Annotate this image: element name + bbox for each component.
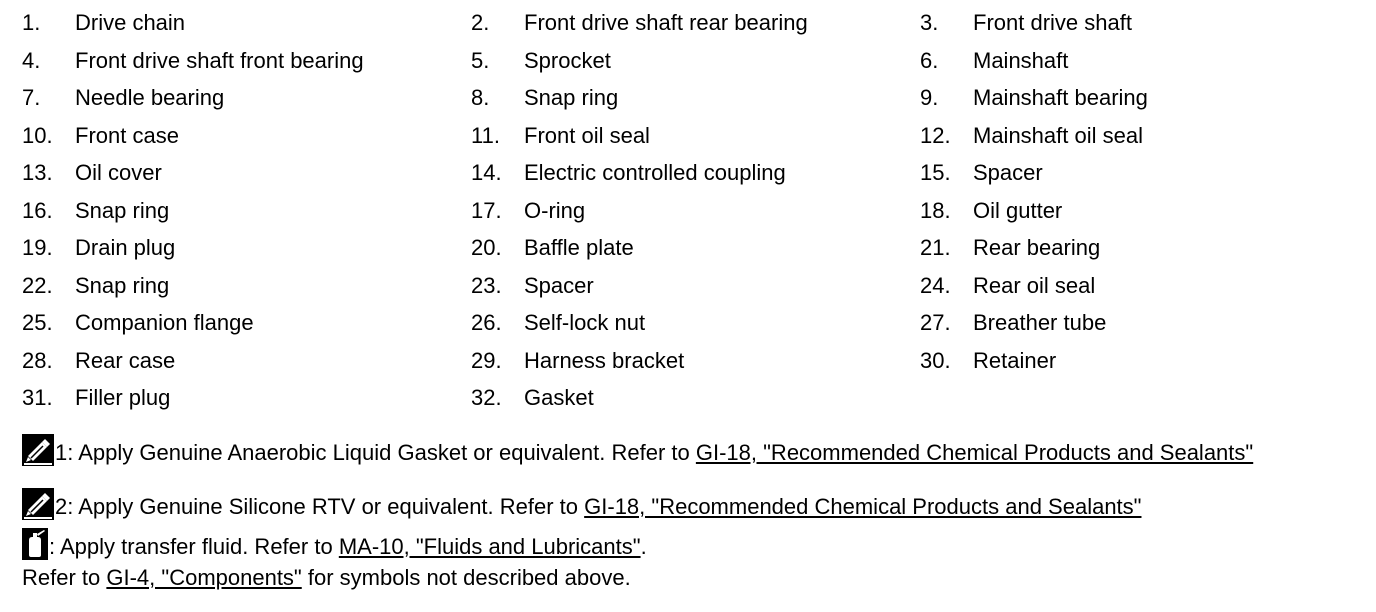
parts-list	[22, 4, 1372, 417]
part-number: 7.	[22, 85, 41, 110]
note-symbols-reference	[22, 560, 1372, 596]
part-number: 6.	[920, 47, 939, 73]
note-silicone-rtv	[22, 478, 1372, 520]
link-ma-10-fluids[interactable]: MA-10, "Fluids and Lubricants"	[338, 534, 641, 559]
note-silicone-rtv-text: : Apply Genuine Silicone RTV or equivalent. Refer to	[67, 494, 585, 519]
link-gi-4-components[interactable]: GI-4, "Components"	[106, 565, 302, 590]
parts-row	[22, 304, 1372, 342]
part-number: 11.	[471, 122, 500, 148]
part-name: Filler plug	[75, 385, 171, 410]
part-number: 25.	[22, 310, 53, 335]
part-name: Retainer	[973, 347, 1057, 373]
parts-row	[22, 192, 1372, 230]
part-number: 3.	[920, 10, 939, 35]
part-name: Breather tube	[973, 310, 1107, 335]
part-number: 31.	[22, 385, 53, 410]
part-number: 14.	[471, 160, 502, 185]
part-name: Harness bracket	[524, 347, 685, 373]
parts-row	[22, 42, 1372, 80]
part-name: Snap ring	[524, 85, 619, 110]
part-name: Rear case	[75, 347, 176, 373]
part-number: 5.	[471, 47, 490, 73]
parts-row	[22, 79, 1372, 117]
part-number: 18.	[920, 197, 951, 223]
part-name: Snap ring	[75, 272, 170, 298]
parts-row	[22, 4, 1372, 42]
part-name: Snap ring	[75, 197, 170, 223]
part-number: 9.	[920, 85, 939, 110]
note-anaerobic-gasket-number: 1	[55, 440, 68, 465]
note-symbols-after: for symbols not described above.	[301, 565, 631, 590]
part-number: 22.	[22, 272, 53, 298]
note-anaerobic-gasket-text: : Apply Genuine Anaerobic Liquid Gasket or equivalent. Refer to	[67, 440, 696, 465]
part-name: Oil cover	[75, 160, 162, 185]
part-number: 20.	[471, 235, 502, 260]
part-name: Companion flange	[75, 310, 254, 335]
oil-can-icon	[22, 528, 48, 560]
part-number: 15.	[920, 160, 951, 185]
part-number: 21.	[920, 235, 951, 260]
part-number: 10.	[22, 122, 53, 148]
part-name: Mainshaft	[973, 47, 1069, 73]
part-name: Needle bearing	[75, 85, 225, 110]
part-number: 24.	[920, 272, 951, 298]
part-name: Mainshaft oil seal	[973, 122, 1143, 148]
parts-row	[22, 267, 1372, 305]
part-name: Rear oil seal	[973, 272, 1096, 298]
parts-row	[22, 117, 1372, 155]
sealant-gun-icon	[22, 434, 54, 466]
part-name: Front oil seal	[524, 122, 650, 148]
parts-row	[22, 342, 1372, 380]
parts-row	[22, 379, 1372, 417]
part-name: Rear bearing	[973, 235, 1101, 260]
part-name: Electric controlled coupling	[524, 160, 786, 185]
part-number: 1.	[22, 10, 41, 35]
sealant-gun-icon	[22, 488, 54, 520]
part-number: 32.	[471, 385, 502, 410]
part-name: Front case	[75, 122, 179, 148]
part-name: Mainshaft bearing	[973, 85, 1148, 110]
part-number: 8.	[471, 85, 490, 110]
part-name: Drive chain	[75, 10, 186, 35]
part-number: 13.	[22, 160, 53, 185]
parts-row	[22, 154, 1372, 192]
part-number: 26.	[471, 310, 502, 335]
part-number: 16.	[22, 197, 53, 223]
part-number: 29.	[471, 347, 502, 373]
note-transfer-fluid-text: : Apply transfer fluid. Refer to	[49, 534, 339, 559]
part-number: 30.	[920, 347, 951, 373]
part-name: Self-lock nut	[524, 310, 646, 335]
part-name: Front drive shaft front bearing	[75, 47, 364, 73]
link-gi-18-chemical-products[interactable]: GI-18, "Recommended Chemical Products and Sealants"	[584, 494, 1142, 519]
parts-row	[22, 229, 1372, 267]
note-silicone-rtv-number: 2	[55, 494, 68, 519]
part-number: 17.	[471, 197, 502, 223]
part-name: Front drive shaft rear bearing	[524, 10, 808, 35]
part-name: Baffle plate	[524, 235, 634, 260]
part-number: 27.	[920, 310, 951, 335]
part-number: 19.	[22, 235, 53, 260]
part-number: 12.	[920, 122, 951, 148]
link-gi-18-chemical-products[interactable]: GI-18, "Recommended Chemical Products and Sealants"	[695, 440, 1254, 465]
note-symbols-text: Refer to	[22, 565, 107, 590]
note-transfer-fluid	[22, 528, 1372, 560]
part-number: 4.	[22, 47, 41, 73]
note-anaerobic-gasket	[22, 424, 1372, 466]
part-name: Oil gutter	[973, 197, 1063, 223]
part-name: O-ring	[524, 197, 586, 223]
note-transfer-fluid-after: .	[640, 534, 647, 559]
part-number: 28.	[22, 347, 53, 373]
part-name: Spacer	[973, 160, 1043, 185]
part-name: Gasket	[524, 385, 594, 410]
notes-section	[22, 424, 1372, 596]
part-name: Sprocket	[524, 47, 611, 73]
part-name: Spacer	[524, 272, 594, 298]
part-number: 23.	[471, 272, 502, 298]
part-name: Drain plug	[75, 235, 176, 260]
part-number: 2.	[471, 10, 490, 35]
part-name: Front drive shaft	[973, 10, 1132, 35]
